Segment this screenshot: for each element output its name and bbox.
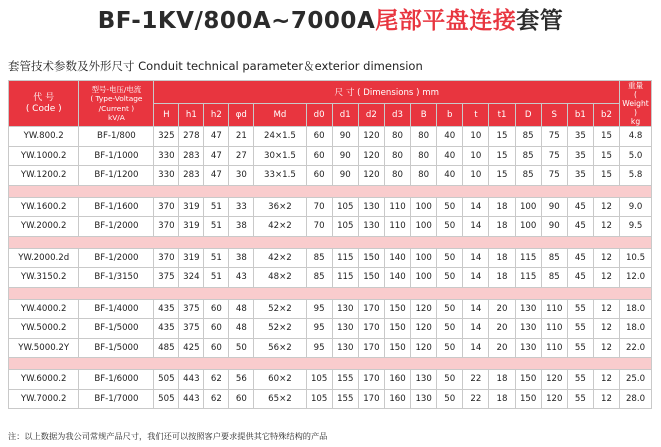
dimension-cell: 56 <box>229 370 254 390</box>
group-separator <box>9 287 652 299</box>
weight-cell: 12.0 <box>620 268 652 288</box>
weight-cell: 5.8 <box>620 166 652 186</box>
group-separator <box>9 358 652 370</box>
dimension-cell: 170 <box>358 319 384 339</box>
type-cell: BF-1/1600 <box>79 197 154 217</box>
dim-header-cell: S <box>541 104 567 127</box>
dimension-cell: 35 <box>567 127 593 147</box>
weight-cell: 22.0 <box>620 338 652 358</box>
dimension-cell: 85 <box>515 166 541 186</box>
dimension-cell: 95 <box>306 338 332 358</box>
dimension-cell: 90 <box>332 127 358 147</box>
dimension-cell: 36×2 <box>254 197 306 217</box>
dimension-cell: 21 <box>229 127 254 147</box>
dim-header-cell: t1 <box>489 104 515 127</box>
table-row <box>9 389 652 409</box>
dimension-cell: 443 <box>179 389 204 409</box>
code-cell: YW.4000.2 <box>9 299 79 319</box>
dimension-cell: 24×1.5 <box>254 127 306 147</box>
dimension-cell: 15 <box>489 127 515 147</box>
group-separator <box>9 236 652 248</box>
dim-header-cell: d2 <box>358 104 384 127</box>
dimension-cell: 370 <box>154 197 179 217</box>
dimension-cell: 100 <box>411 197 437 217</box>
dimension-cell: 60×2 <box>254 370 306 390</box>
dimension-cell: 15 <box>593 166 619 186</box>
dimension-cell: 15 <box>593 127 619 147</box>
dimension-cell: 55 <box>567 319 593 339</box>
dimension-cell: 95 <box>306 299 332 319</box>
dim-header-cell: D <box>515 104 541 127</box>
code-header-en: ( Code ) <box>25 103 62 114</box>
dimension-cell: 85 <box>306 268 332 288</box>
dimension-cell: 60 <box>306 127 332 147</box>
dimension-cell: 105 <box>306 370 332 390</box>
dimension-cell: 85 <box>541 268 567 288</box>
type-cell: BF-1/2000 <box>79 217 154 237</box>
dimension-cell: 60 <box>306 166 332 186</box>
dimension-cell: 50 <box>437 319 463 339</box>
dim-header-cell: h1 <box>179 104 204 127</box>
table-row <box>9 248 652 268</box>
dimension-cell: 115 <box>332 248 358 268</box>
dimension-cell: 12 <box>593 389 619 409</box>
dimension-cell: 370 <box>154 217 179 237</box>
dimension-cell: 110 <box>384 197 410 217</box>
dimension-cell: 80 <box>384 166 410 186</box>
dimension-cell: 14 <box>463 299 489 319</box>
dimension-cell: 150 <box>515 389 541 409</box>
dimension-cell: 150 <box>384 338 410 358</box>
dimension-cell: 110 <box>541 299 567 319</box>
dimensions-header: 尺 寸 ( Dimensions ) mm <box>154 81 620 104</box>
dimension-cell: 160 <box>384 389 410 409</box>
dimension-cell: 20 <box>489 338 515 358</box>
dimension-cell: 12 <box>593 217 619 237</box>
weight-header <box>620 81 652 127</box>
dimension-cell: 170 <box>358 389 384 409</box>
dimension-cell: 50 <box>437 338 463 358</box>
dimension-cell: 10 <box>463 146 489 166</box>
dimension-cell: 55 <box>567 389 593 409</box>
title-model: BF-1KV/800A~7000A <box>97 8 376 34</box>
dimension-cell: 38 <box>229 217 254 237</box>
title-bushing: 套管 <box>516 8 564 34</box>
footnote: 注：以上数据为我公司常规产品尺寸，我们还可以按照客户要求提供其它特殊结构的产品 <box>8 431 328 441</box>
table-row <box>9 127 652 147</box>
dimension-cell: 14 <box>463 268 489 288</box>
table-subtitle: 套管技术参数及外形尺寸 Conduit technical parameter＆exterior dimension <box>8 59 423 73</box>
dimension-cell: 375 <box>154 268 179 288</box>
dimension-cell: 283 <box>179 166 204 186</box>
dimension-cell: 50 <box>437 370 463 390</box>
dimension-cell: 62 <box>204 370 229 390</box>
type-cell: BF-1/5000 <box>79 338 154 358</box>
dimension-cell: 33×1.5 <box>254 166 306 186</box>
dimension-cell: 330 <box>154 166 179 186</box>
dimension-cell: 12 <box>593 248 619 268</box>
dimension-cell: 55 <box>567 338 593 358</box>
title-connection: 尾部平盘连接 <box>375 8 517 34</box>
dimension-cell: 14 <box>463 319 489 339</box>
dimension-cell: 115 <box>515 248 541 268</box>
dimension-cell: 14 <box>463 197 489 217</box>
dimension-cell: 105 <box>306 389 332 409</box>
dimension-cell: 75 <box>541 146 567 166</box>
dimension-cell: 319 <box>179 197 204 217</box>
dimension-cell: 120 <box>411 338 437 358</box>
dimension-cell: 120 <box>541 389 567 409</box>
separator-cell <box>9 185 652 197</box>
dimension-cell: 170 <box>358 370 384 390</box>
dimension-cell: 70 <box>306 217 332 237</box>
type-header <box>79 81 154 127</box>
dimension-cell: 12 <box>593 319 619 339</box>
dimension-cell: 110 <box>541 319 567 339</box>
dimension-cell: 30×1.5 <box>254 146 306 166</box>
dimension-cell: 62 <box>204 389 229 409</box>
dimension-cell: 150 <box>384 319 410 339</box>
dim-header-cell: d3 <box>384 104 410 127</box>
dimension-cell: 42×2 <box>254 248 306 268</box>
dimension-cell: 15 <box>489 146 515 166</box>
dimension-cell: 150 <box>384 299 410 319</box>
dimension-cell: 170 <box>358 338 384 358</box>
dimension-cell: 80 <box>384 146 410 166</box>
dimension-cell: 130 <box>332 319 358 339</box>
dimension-cell: 95 <box>306 319 332 339</box>
dimension-cell: 65×2 <box>254 389 306 409</box>
type-cell: BF-1/800 <box>79 127 154 147</box>
dimension-cell: 22 <box>463 370 489 390</box>
dim-header-cell: d1 <box>332 104 358 127</box>
group-separator <box>9 185 652 197</box>
dim-header-cell: φd <box>229 104 254 127</box>
weight-cell: 4.8 <box>620 127 652 147</box>
dimension-cell: 50 <box>229 338 254 358</box>
table-row <box>9 268 652 288</box>
dimension-cell: 48×2 <box>254 268 306 288</box>
type-header-en1: ( Type-Voltage <box>90 94 143 103</box>
dimension-cell: 51 <box>204 248 229 268</box>
dimension-cell: 80 <box>411 146 437 166</box>
dimension-cell: 38 <box>229 248 254 268</box>
table-body <box>9 127 652 409</box>
dimension-cell: 75 <box>541 127 567 147</box>
dimension-cell: 60 <box>204 299 229 319</box>
code-header-cn: 代 号 <box>33 92 55 103</box>
type-cell: BF-1/4000 <box>79 299 154 319</box>
dimension-cell: 15 <box>489 166 515 186</box>
dimension-cell: 52×2 <box>254 319 306 339</box>
dimension-cell: 10 <box>463 166 489 186</box>
dimension-cell: 48 <box>229 319 254 339</box>
dimension-cell: 140 <box>384 268 410 288</box>
dimension-cell: 370 <box>154 248 179 268</box>
dimension-cell: 85 <box>541 248 567 268</box>
dimension-cell: 435 <box>154 319 179 339</box>
weight-cell: 5.0 <box>620 146 652 166</box>
weight-cell: 9.0 <box>620 197 652 217</box>
dimension-cell: 130 <box>515 319 541 339</box>
dimension-cell: 30 <box>229 166 254 186</box>
dimension-cell: 120 <box>541 370 567 390</box>
code-cell: YW.800.2 <box>9 127 79 147</box>
code-cell: YW.1600.2 <box>9 197 79 217</box>
dimension-cell: 43 <box>229 268 254 288</box>
dimension-cell: 120 <box>358 127 384 147</box>
dimension-cell: 27 <box>229 146 254 166</box>
weight-cell: 18.0 <box>620 299 652 319</box>
dimension-cell: 47 <box>204 127 229 147</box>
dimension-cell: 325 <box>154 127 179 147</box>
dimension-cell: 45 <box>567 217 593 237</box>
dimension-cell: 283 <box>179 146 204 166</box>
dimension-cell: 324 <box>179 268 204 288</box>
dimension-cell: 130 <box>332 299 358 319</box>
dimension-cell: 85 <box>515 146 541 166</box>
dimension-cell: 20 <box>489 299 515 319</box>
dim-header-cell: d0 <box>306 104 332 127</box>
dimension-cell: 33 <box>229 197 254 217</box>
table-row <box>9 338 652 358</box>
dimension-cell: 18 <box>489 370 515 390</box>
dimension-cell: 505 <box>154 370 179 390</box>
separator-cell <box>9 236 652 248</box>
type-cell: BF-1/5000 <box>79 319 154 339</box>
dimension-cell: 140 <box>384 248 410 268</box>
dimension-cell: 45 <box>567 197 593 217</box>
dimension-cell: 90 <box>541 217 567 237</box>
code-cell: YW.1000.2 <box>9 146 79 166</box>
dimension-cell: 12 <box>593 370 619 390</box>
dimension-cell: 42×2 <box>254 217 306 237</box>
table-row <box>9 166 652 186</box>
type-header-cn: 型号-电压/电流 <box>91 84 142 94</box>
dimension-cell: 14 <box>463 217 489 237</box>
dimension-cell: 40 <box>437 127 463 147</box>
dimension-cell: 115 <box>515 268 541 288</box>
dim-header-cell: h2 <box>204 104 229 127</box>
code-cell: YW.5000.2 <box>9 319 79 339</box>
dimension-cell: 18 <box>489 248 515 268</box>
dimension-cell: 45 <box>567 268 593 288</box>
dimension-cell: 505 <box>154 389 179 409</box>
dimension-cell: 55 <box>567 299 593 319</box>
dimension-cell: 375 <box>179 299 204 319</box>
dimension-cell: 51 <box>204 197 229 217</box>
dimension-cell: 130 <box>515 299 541 319</box>
code-cell: YW.7000.2 <box>9 389 79 409</box>
dimension-cell: 50 <box>437 299 463 319</box>
dimension-cell: 18 <box>489 389 515 409</box>
dimension-cell: 100 <box>411 248 437 268</box>
code-cell: YW.1200.2 <box>9 166 79 186</box>
type-cell: BF-1/7000 <box>79 389 154 409</box>
dimension-cell: 40 <box>437 166 463 186</box>
type-header-en2: /Current ) <box>98 103 135 113</box>
dimension-cell: 443 <box>179 370 204 390</box>
dimension-cell: 485 <box>154 338 179 358</box>
dimension-cell: 120 <box>411 319 437 339</box>
dim-header-cell: B <box>411 104 437 127</box>
dim-header-cell: b2 <box>593 104 619 127</box>
dim-header-cell: t <box>463 104 489 127</box>
code-cell: YW.2000.2 <box>9 217 79 237</box>
type-cell: BF-1/1000 <box>79 146 154 166</box>
dimension-cell: 120 <box>358 166 384 186</box>
dimension-cell: 60 <box>204 338 229 358</box>
dimension-cell: 50 <box>437 197 463 217</box>
dimension-cell: 130 <box>332 338 358 358</box>
dimension-cell: 130 <box>515 338 541 358</box>
dimension-cell: 150 <box>515 370 541 390</box>
dimension-cell: 375 <box>179 319 204 339</box>
dimension-cell: 51 <box>204 217 229 237</box>
dimension-cell: 50 <box>437 248 463 268</box>
dimension-cell: 110 <box>384 217 410 237</box>
weight-cell: 9.5 <box>620 217 652 237</box>
dimension-cell: 22 <box>463 389 489 409</box>
type-cell: BF-1/2000 <box>79 248 154 268</box>
dimension-cell: 60 <box>306 146 332 166</box>
dimension-cell: 14 <box>463 248 489 268</box>
code-cell: YW.3150.2 <box>9 268 79 288</box>
type-cell: BF-1/1200 <box>79 166 154 186</box>
dimension-cell: 70 <box>306 197 332 217</box>
dimension-cell: 100 <box>515 197 541 217</box>
dimension-cell: 14 <box>463 338 489 358</box>
dimension-cell: 319 <box>179 217 204 237</box>
dimension-cell: 40 <box>437 146 463 166</box>
weight-header-en: ( Weight ) <box>622 90 649 117</box>
table-row <box>9 319 652 339</box>
dimension-cell: 85 <box>515 127 541 147</box>
dimension-cell: 60 <box>229 389 254 409</box>
weight-cell: 10.5 <box>620 248 652 268</box>
dimension-cell: 90 <box>332 166 358 186</box>
dimension-cell: 47 <box>204 146 229 166</box>
dimension-cell: 435 <box>154 299 179 319</box>
dimension-cell: 425 <box>179 338 204 358</box>
dimension-cell: 15 <box>593 146 619 166</box>
code-header <box>9 81 79 127</box>
dimension-cell: 90 <box>541 197 567 217</box>
dimension-cell: 105 <box>332 197 358 217</box>
dimension-cell: 155 <box>332 370 358 390</box>
dimension-cell: 12 <box>593 197 619 217</box>
dimension-cell: 55 <box>567 370 593 390</box>
dimension-cell: 120 <box>411 299 437 319</box>
weight-cell: 18.0 <box>620 319 652 339</box>
dimension-cell: 12 <box>593 338 619 358</box>
code-cell: YW.6000.2 <box>9 370 79 390</box>
dimension-cell: 60 <box>204 319 229 339</box>
dimension-cell: 10 <box>463 127 489 147</box>
dimension-cell: 278 <box>179 127 204 147</box>
dimension-cell: 319 <box>179 248 204 268</box>
dimension-cell: 150 <box>358 248 384 268</box>
table-row <box>9 370 652 390</box>
dimension-cell: 18 <box>489 268 515 288</box>
page-title <box>0 6 661 36</box>
separator-cell <box>9 358 652 370</box>
dimension-cell: 155 <box>332 389 358 409</box>
dimension-cell: 35 <box>567 166 593 186</box>
dimension-cell: 50 <box>437 389 463 409</box>
type-cell: BF-1/3150 <box>79 268 154 288</box>
dimension-cell: 50 <box>437 217 463 237</box>
dimension-cell: 105 <box>332 217 358 237</box>
weight-cell: 25.0 <box>620 370 652 390</box>
dimension-cell: 12 <box>593 299 619 319</box>
table-row <box>9 197 652 217</box>
weight-header-cn: 重量 <box>627 81 644 90</box>
dim-header-cell: H <box>154 104 179 127</box>
dimension-cell: 150 <box>358 268 384 288</box>
dimension-cell: 100 <box>411 217 437 237</box>
table-row <box>9 146 652 166</box>
dimension-cell: 110 <box>541 338 567 358</box>
dimension-cell: 51 <box>204 268 229 288</box>
dimension-cell: 18 <box>489 217 515 237</box>
dim-header-cell: b <box>437 104 463 127</box>
dimension-cell: 100 <box>515 217 541 237</box>
dim-header-cell: b1 <box>567 104 593 127</box>
type-header-unit: kV/A <box>107 113 125 122</box>
dimension-cell: 130 <box>411 389 437 409</box>
type-cell: BF-1/6000 <box>79 370 154 390</box>
dimension-cell: 50 <box>437 268 463 288</box>
dimension-cell: 100 <box>411 268 437 288</box>
weight-header-unit: kg <box>630 117 641 126</box>
dimension-cell: 120 <box>358 146 384 166</box>
dimension-cell: 12 <box>593 268 619 288</box>
dimension-cell: 52×2 <box>254 299 306 319</box>
dimension-cell: 80 <box>411 127 437 147</box>
dimension-cell: 160 <box>384 370 410 390</box>
dimension-cell: 85 <box>306 248 332 268</box>
table-row <box>9 299 652 319</box>
dimension-cell: 45 <box>567 248 593 268</box>
dimension-cell: 80 <box>411 166 437 186</box>
dimension-cell: 18 <box>489 197 515 217</box>
dim-header-cell: Md <box>254 104 306 127</box>
dimension-cell: 80 <box>384 127 410 147</box>
separator-cell <box>9 287 652 299</box>
code-cell: YW.5000.2Y <box>9 338 79 358</box>
dimension-cell: 130 <box>411 370 437 390</box>
dimension-cell: 90 <box>332 146 358 166</box>
dimension-cell: 330 <box>154 146 179 166</box>
dimension-cell: 20 <box>489 319 515 339</box>
specification-table <box>8 80 652 409</box>
dimension-cell: 35 <box>567 146 593 166</box>
weight-cell: 28.0 <box>620 389 652 409</box>
code-cell: YW.2000.2d <box>9 248 79 268</box>
dimension-cell: 130 <box>358 197 384 217</box>
table-row <box>9 217 652 237</box>
dimension-cell: 170 <box>358 299 384 319</box>
dimension-cell: 115 <box>332 268 358 288</box>
dimension-cell: 130 <box>358 217 384 237</box>
dimension-cell: 47 <box>204 166 229 186</box>
dimension-cell: 75 <box>541 166 567 186</box>
dimension-cell: 56×2 <box>254 338 306 358</box>
dimension-cell: 48 <box>229 299 254 319</box>
